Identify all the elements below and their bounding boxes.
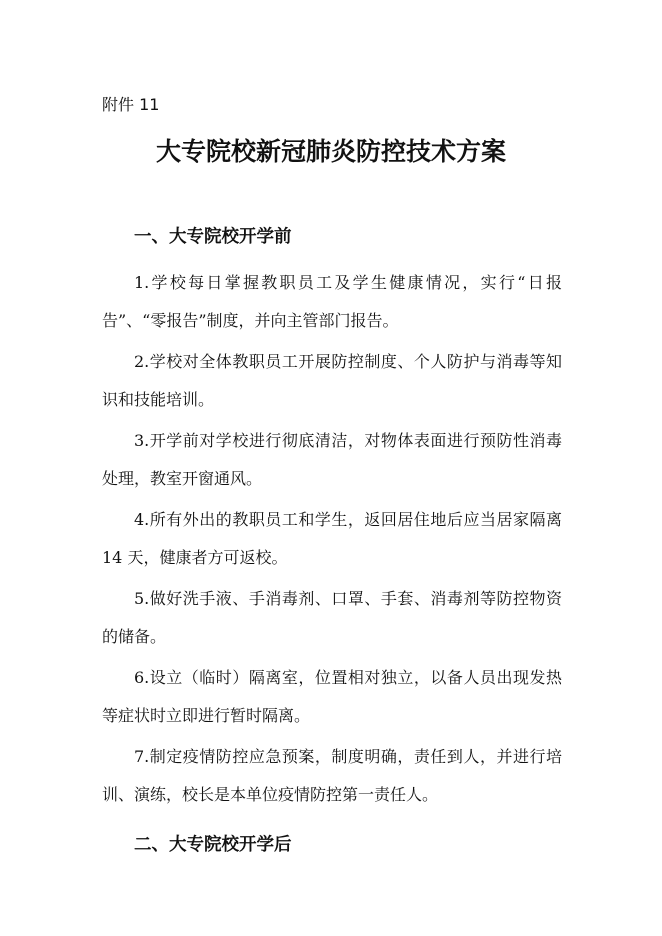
document-title: 大专院校新冠肺炎防控技术方案 xyxy=(155,137,506,166)
paragraph-6: 6.设立（临时）隔离室，位置相对独立，以备人员出现发热等症状时立即进行暂时隔离。 xyxy=(102,668,562,725)
paragraph-7: 7.制定疫情防控应急预案，制度明确，责任到人，并进行培训、演练，校长是本单位疫情防控第一责任人。 xyxy=(102,747,562,804)
paragraph-1: 1.学校每日掌握教职员工及学生健康情况，实行“日报告”、“零报告”制度，并向主管部门报告。 xyxy=(102,273,562,330)
section-heading-before-school: 一、大专院校开学前 xyxy=(134,227,292,247)
attachment-label: 附件 11 xyxy=(102,95,160,114)
paragraph-5: 5.做好洗手液、手消毒剂、口罩、手套、消毒剂等防控物资的储备。 xyxy=(102,589,562,646)
paragraph-4: 4.所有外出的教职员工和学生，返回居住地后应当居家隔离 14 天，健康者方可返校。 xyxy=(102,510,562,567)
paragraph-3: 3.开学前对学校进行彻底清洁，对物体表面进行预防性消毒处理，教室开窗通风。 xyxy=(102,431,562,488)
section-heading-after-school: 二、大专院校开学后 xyxy=(134,835,292,855)
paragraph-2: 2.学校对全体教职员工开展防控制度、个人防护与消毒等知识和技能培训。 xyxy=(102,352,562,409)
